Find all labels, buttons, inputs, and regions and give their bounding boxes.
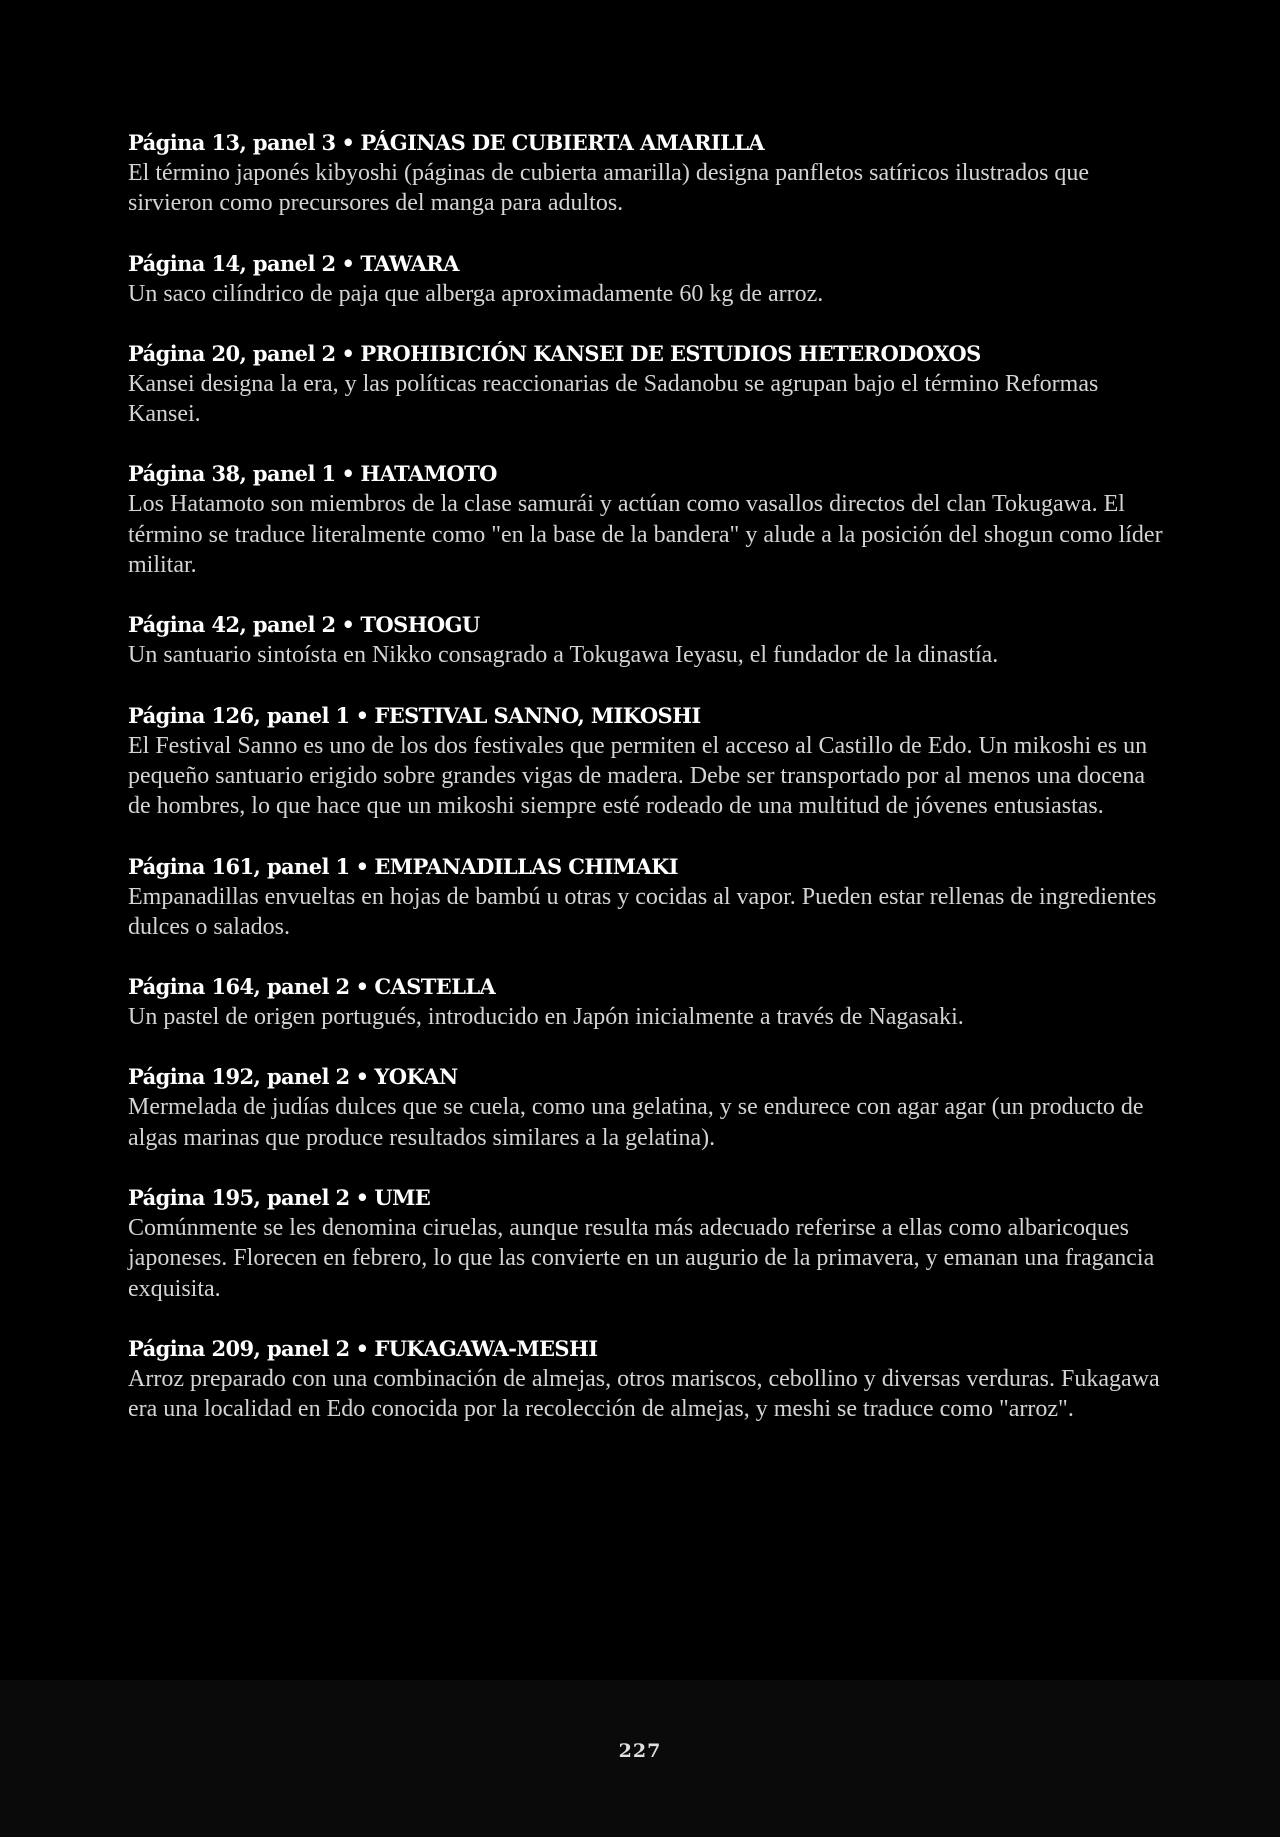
note-heading (128, 701, 1168, 731)
note-text: Kansei designa la era, y las políticas reaccionarias de Sadanobu se agrupan bajo el término Reformas Kansei. (128, 370, 1099, 428)
note-page-ref: Página 209, panel 2 (128, 1335, 350, 1361)
note-term: FESTIVAL SANNO, MIKOSHI (374, 702, 701, 728)
note-term: TOSHOGU (360, 612, 480, 638)
bullet-separator: • (355, 1335, 369, 1361)
note-heading (128, 339, 1168, 369)
glossary-notes (128, 128, 1168, 1455)
bullet-separator: • (355, 1185, 369, 1211)
note-text: Arroz preparado con una combinación de almejas, otros mariscos, cebollino y diversas verduras. Fukagawa era una localidad en Edo conocida por la recolección de almejas, y meshi se traduce como "arroz". (128, 1365, 1160, 1423)
note-page-ref: Página 164, panel 2 (128, 974, 350, 1000)
bullet-separator: • (355, 1064, 369, 1090)
glossary-note (128, 1062, 1168, 1153)
note-heading (128, 972, 1168, 1002)
note-term: UME (374, 1185, 431, 1211)
glossary-note (128, 339, 1168, 430)
note-term: PÁGINAS DE CUBIERTA AMARILLA (360, 130, 765, 155)
glossary-note (128, 459, 1168, 580)
note-heading (128, 610, 1168, 640)
note-text: Empanadillas envueltas en hojas de bambú u otras y cocidas al vapor. Pueden estar rellenas de ingredientes dulces o salados. (128, 883, 1157, 940)
note-page-ref: Página 38, panel 1 (128, 461, 336, 487)
note-text: Un saco cilíndrico de paja que alberga aproximadamente 60 kg de arroz. (128, 280, 824, 307)
note-page-ref: Página 126, panel 1 (128, 702, 350, 728)
note-heading (128, 459, 1168, 489)
note-text: Un pastel de origen portugués, introducido en Japón inicialmente a través de Nagasaki. (128, 1004, 964, 1031)
bullet-separator: • (341, 130, 355, 155)
note-term: FUKAGAWA-MESHI (374, 1335, 598, 1361)
note-text: Comúnmente se les denomina ciruelas, aunque resulta más adecuado referirse a ellas como albaricoques japoneses. Florecen en febrero, lo que las convierte en un augurio de la primavera, y emanan una fragancia exquisita. (128, 1215, 1155, 1302)
note-heading (128, 1062, 1168, 1092)
glossary-note (128, 972, 1168, 1032)
note-page-ref: Página 14, panel 2 (128, 250, 336, 276)
note-heading (128, 852, 1168, 882)
bullet-separator: • (341, 250, 355, 276)
bullet-separator: • (355, 702, 369, 728)
glossary-note (128, 249, 1168, 309)
note-page-ref: Página 42, panel 2 (128, 612, 336, 638)
glossary-note (128, 852, 1168, 943)
note-page-ref: Página 20, panel 2 (128, 340, 336, 366)
bullet-separator: • (341, 340, 355, 366)
glossary-note (128, 610, 1168, 670)
note-text: Mermelada de judías dulces que se cuela, como una gelatina, y se endurece con agar agar (un producto de algas marinas que produce resultados similares a la gelatina). (128, 1094, 1144, 1151)
bullet-separator: • (341, 461, 355, 487)
note-heading (128, 128, 1168, 158)
glossary-note (128, 701, 1168, 822)
page-number: 227 (618, 1740, 662, 1762)
note-term: YOKAN (374, 1064, 458, 1090)
note-term: PROHIBICIÓN KANSEI DE ESTUDIOS HETERODOXOS (360, 340, 981, 366)
note-heading (128, 1183, 1168, 1213)
note-term: EMPANADILLAS CHIMAKI (374, 853, 679, 879)
note-text: El Festival Sanno es uno de los dos festivales que permiten el acceso al Castillo de Edo. Un mikoshi es un pequeño santuario erigido sobre grandes vigas de madera. Debe ser transportado por al menos una docena de hombres, lo que hace que un mikoshi siempre esté rodeado de una multitud de jóvenes entusiastas. (128, 732, 1148, 820)
note-term: HATAMOTO (360, 461, 497, 487)
note-term: TAWARA (360, 250, 459, 276)
note-text: El término japonés kibyoshi (páginas de cubierta amarilla) designa panfletos satíricos ilustrados que sirvieron como precursores del manga para adultos. (128, 160, 1090, 217)
glossary-note (128, 1183, 1168, 1304)
note-page-ref: Página 192, panel 2 (128, 1064, 350, 1090)
glossary-note (128, 128, 1168, 219)
bullet-separator: • (341, 612, 355, 638)
note-text: Los Hatamoto son miembros de la clase samurái y actúan como vasallos directos del clan Tokugawa. El término se traduce literalmente como "en la base de la bandera" y alude a la posición del shogun como líder militar. (128, 491, 1163, 579)
bullet-separator: • (355, 853, 369, 879)
note-heading (128, 1334, 1168, 1364)
note-heading (128, 249, 1168, 279)
note-page-ref: Página 13, panel 3 (128, 130, 336, 155)
note-page-ref: Página 195, panel 2 (128, 1185, 350, 1211)
note-page-ref: Página 161, panel 1 (128, 853, 350, 879)
glossary-note (128, 1334, 1168, 1425)
bullet-separator: • (355, 974, 369, 1000)
note-text: Un santuario sintoísta en Nikko consagrado a Tokugawa Ieyasu, el fundador de la dinastía. (128, 642, 999, 669)
note-term: CASTELLA (374, 974, 496, 1000)
